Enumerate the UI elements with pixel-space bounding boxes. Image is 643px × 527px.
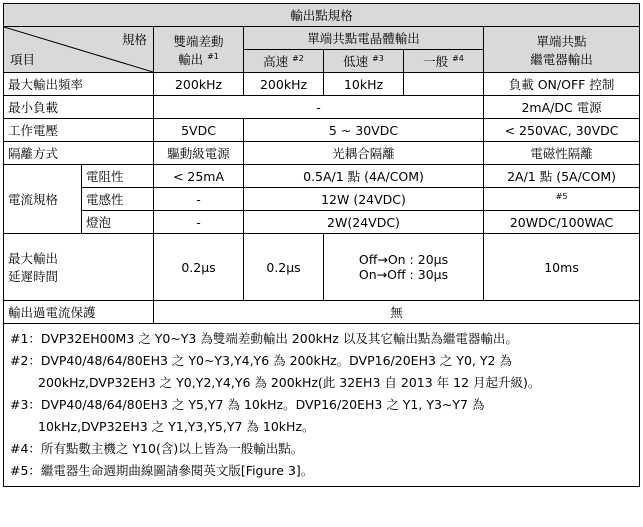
lamp-transistor: 2W(24VDC) — [244, 211, 484, 234]
voltage-transistor: 5 ~ 30VDC — [244, 119, 484, 142]
overcurrent-label: 輸出過電流保護 — [4, 301, 154, 324]
isolation-label: 隔離方式 — [4, 142, 154, 165]
note-3-cont: 10kHz,DVP32EH3 之 Y1,Y3,Y5,Y7 為 10kHz。 — [38, 419, 315, 434]
note-2: #2：DVP40/48/64/80EH3 之 Y0~Y3,Y4,Y6 為 200kHz。DVP16/20EH3 之 Y0, Y2 為 — [10, 353, 512, 368]
col-low-note: #3 — [372, 54, 384, 63]
max-freq-diff: 200kHz — [154, 73, 244, 96]
inductive-relay — [484, 188, 640, 211]
min-load-relay: 2mA/DC 電源 — [484, 96, 640, 119]
table-title: 輸出點規格 — [4, 4, 640, 27]
note-5: #5：繼電器生命週期曲線圖請參閱英文版[Figure 3]。 — [10, 463, 314, 478]
lamp-relay: 20WDC/100WAC — [484, 211, 640, 234]
col-general-label: 一般 — [423, 54, 449, 69]
delay-label — [4, 234, 154, 301]
col-relay-header — [484, 27, 640, 73]
col-diff-label2: 輸出 — [178, 51, 204, 67]
isolation-diff: 驅動級電源 — [154, 142, 244, 165]
note-1: #1：DVP32EH00M3 之 Y0~Y3 為雙端差動輸出 200kHz 以及其它輸出點為繼電器輸出。 — [10, 331, 518, 346]
title-row — [4, 4, 640, 27]
notes-cell — [4, 324, 640, 487]
col-general-header — [404, 50, 484, 73]
col-high-note: #2 — [292, 54, 304, 63]
resistive-transistor: 0.5A/1 點 (4A/COM) — [244, 165, 484, 188]
overcurrent-value: 無 — [154, 301, 640, 324]
inductive-transistor: 12W (24VDC) — [244, 188, 484, 211]
min-load-transistor: - — [154, 96, 484, 119]
lamp-label: 燈泡 — [82, 211, 154, 234]
max-freq-label: 最大輸出頻率 — [4, 73, 154, 96]
row-isolation — [4, 142, 640, 165]
note-2-cont: 200kHz,DVP32EH3 之 Y0,Y2,Y4,Y6 為 200kHz(此 32EH3 自 2013 年 12 月起升級)。 — [38, 375, 541, 390]
delay-high: 0.2μs — [244, 234, 324, 301]
row-overcurrent — [4, 301, 640, 324]
max-freq-high: 200kHz — [244, 73, 324, 96]
col-diff-label: 雙端差動 — [173, 33, 224, 49]
note-4: #4：所有點數主機之 Y10(含)以上皆為一般輸出點。 — [10, 441, 304, 456]
row-voltage — [4, 119, 640, 142]
col-high-label: 高速 — [263, 54, 289, 69]
output-spec-table — [3, 3, 640, 487]
row-min-load — [4, 96, 640, 119]
col-diff-header — [154, 27, 244, 73]
inductive-label: 電感性 — [82, 188, 154, 211]
delay-relay: 10ms — [484, 234, 640, 301]
row-current-resistive — [4, 165, 640, 188]
isolation-transistor: 光耦合隔離 — [244, 142, 484, 165]
lamp-diff: - — [154, 211, 244, 234]
min-load-label: 最小負載 — [4, 96, 154, 119]
delay-low-on: Off→On : 20μs — [358, 252, 449, 267]
col-high-header — [244, 50, 324, 73]
col-diff-note: #1 — [207, 51, 219, 61]
delay-low-off: On→Off : 30μs — [358, 267, 449, 282]
inductive-diff: - — [154, 188, 244, 211]
inductive-relay-note: #5 — [555, 191, 568, 201]
row-current-inductive — [4, 188, 640, 211]
voltage-diff: 5VDC — [154, 119, 244, 142]
col-low-label: 低速 — [343, 54, 369, 69]
header-row-1 — [4, 27, 640, 50]
col-low-header — [324, 50, 404, 73]
max-freq-low: 10kHz — [324, 73, 404, 96]
resistive-diff: < 25mA — [154, 165, 244, 188]
spec-item-header — [4, 27, 154, 73]
row-current-lamp — [4, 211, 640, 234]
col-general-note: #4 — [452, 54, 464, 63]
resistive-relay: 2A/1 點 (5A/COM) — [484, 165, 640, 188]
delay-low — [324, 234, 484, 301]
resistive-label: 電阻性 — [82, 165, 154, 188]
current-label: 電流規格 — [4, 165, 82, 234]
row-delay — [4, 234, 640, 301]
delay-diff: 0.2μs — [154, 234, 244, 301]
row-notes — [4, 324, 640, 487]
voltage-label: 工作電壓 — [4, 119, 154, 142]
col-transistor-header: 單端共點電晶體輸出 — [244, 27, 484, 50]
voltage-relay: < 250VAC, 30VDC — [484, 119, 640, 142]
item-label: 項目 — [10, 52, 36, 67]
col-relay-label2: 繼電器輸出 — [530, 51, 593, 67]
col-relay-label: 單端共點 — [536, 33, 587, 49]
row-max-freq — [4, 73, 640, 96]
delay-label-2: 延遲時間 — [8, 269, 59, 284]
max-freq-relay: 負載 ON/OFF 控制 — [484, 73, 640, 96]
isolation-relay: 電磁性隔離 — [484, 142, 640, 165]
note-3: #3：DVP40/48/64/80EH3 之 Y5,Y7 為 10kHz。DVP16/20EH3 之 Y1, Y3~Y7 為 — [10, 397, 485, 412]
delay-label-1: 最大輸出 — [8, 251, 59, 266]
spec-label: 規格 — [121, 32, 147, 47]
max-freq-general — [404, 73, 484, 96]
